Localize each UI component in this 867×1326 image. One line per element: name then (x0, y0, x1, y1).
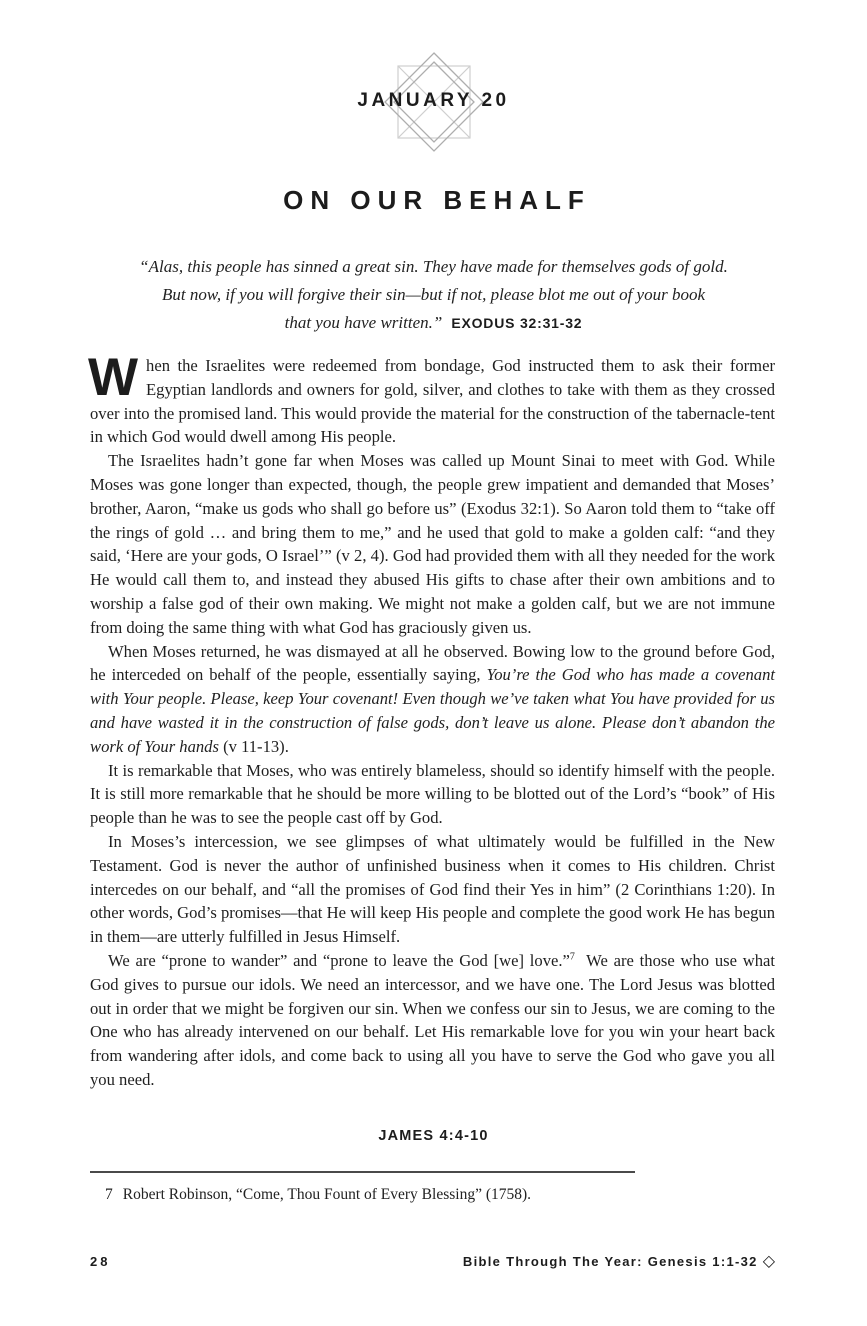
paragraph (90, 949, 775, 1092)
page-header (0, 52, 867, 216)
paragraph (88, 348, 775, 449)
epigraph-reference: EXODUS 32:31-32 (451, 315, 583, 331)
diamond-icon: ◇ (762, 1253, 775, 1270)
footnote-number: 7 (105, 1186, 113, 1203)
page-footer (90, 1251, 775, 1271)
page-number: 28 (90, 1254, 111, 1269)
running-title-text: Bible Through The Year: Genesis 1:1-32 (462, 1254, 758, 1269)
epigraph-line (90, 309, 777, 337)
running-title (463, 1251, 775, 1271)
epigraph-line: But now, if you will forgive their sin—but if not, please blot me out of your book (161, 285, 705, 304)
footnote-text: Robert Robinson, “Come, Thou Fount of Every Blessing” (1758). (122, 1186, 532, 1203)
footnote-divider (90, 1171, 635, 1173)
text-run: In Moses’s intercession, we see glimpses of what ultimately would be fulfilled in the New Testament. God is never the author of unfinished business when it comes to His children. Christ intercedes on our behalf, and “all the promises of God find their Yes in him” (2 Corinthians 1:20). In other words, God’s promises—that He will keep His people and complete the good work He has begun in them—are utterly fulfilled in Jesus Himself. (90, 831, 775, 947)
body-text (88, 348, 775, 1092)
epigraph-line-text: that you have written.” (284, 313, 443, 332)
footnote (90, 1186, 775, 1204)
paragraph (90, 640, 775, 759)
paragraph (90, 759, 775, 830)
footnote-marker: 7 (569, 951, 575, 963)
text-run: (v 11-13). (218, 736, 289, 756)
epigraph-line: “Alas, this people has sinned a great sin. They have made for themselves gods of gold. (139, 257, 728, 276)
text-run: It is remarkable that Moses, who was entirely blameless, should so identify himself with the people. It is still more remarkable that he should be more willing to be blotted out of the Lord’s “book” of His people than he was to see the people cast off by God. (90, 760, 775, 828)
paragraph (90, 449, 775, 639)
page-title: ON OUR BEHALF (283, 185, 591, 215)
text-run: The Israelites hadn’t gone far when Moses was called up Mount Sinai to meet with God. While Moses was gone longer than expected, though, the people grew impatient and demanded that Moses’ brother, Aaron, “make us gods who shall go before us” (Exodus 32:1). So Aaron told them to “take off the rings of gold … and bring them to me,” and he used that gold to make a golden calf: “and they said, ‘Here are your gods, O Israel’” (v 2, 4). God had provided them with all they needed for the work He would call them to, and instead they abused His gifts to chase after their own ambitions and to worship a false god of their own making. We might not make a golden calf, but we are not immune from doing the same thing with what God has graciously given us. (90, 451, 775, 637)
text-run: hen the Israelites were redeemed from bondage, God instructed them to ask their former Egyptian landlords and owners for gold, silver, and clothes to take with them as they crossed over into the promised land. This would provide the material for the construction of the tabernacle-tent in which God would dwell among His people. (90, 356, 775, 447)
footnote-section (90, 1171, 775, 1204)
date-label: JANUARY 20 (357, 90, 510, 112)
reading-reference: JAMES 4:4-10 (378, 1127, 489, 1144)
epigraph (90, 253, 777, 337)
text-run: We are those who use what God gives to pursue our idols. We need an intercessor, and we have one. The Lord Jesus was blotted out in order that we might be forgiven our sin. When we confess our sin to Jesus, we are coming to the One who has already intervened on our behalf. Let His remarkable love for you win your heart back from wandering after idols, and come back to using all you have to serve the God who gave you all you need. (90, 950, 775, 1089)
text-run: When Moses returned, he was dismayed at all he observed. Bowing low to the ground before God, he interceded on behalf of the people, essentially saying, (90, 641, 775, 685)
text-run: You’re the God who has made a covenant with Your people. Please, keep Your covenant! Even though we’ve taken what You have provided for us and have wasted it in the construction of false gods, don’t leave us alone. Please don’t abandon the work of Your hands (90, 665, 775, 756)
ornament (357, 52, 510, 152)
paragraph (90, 830, 775, 949)
drop-cap: W (88, 348, 139, 407)
text-run: We are “prone to wander” and “prone to leave the God [we] love.” (108, 950, 570, 970)
